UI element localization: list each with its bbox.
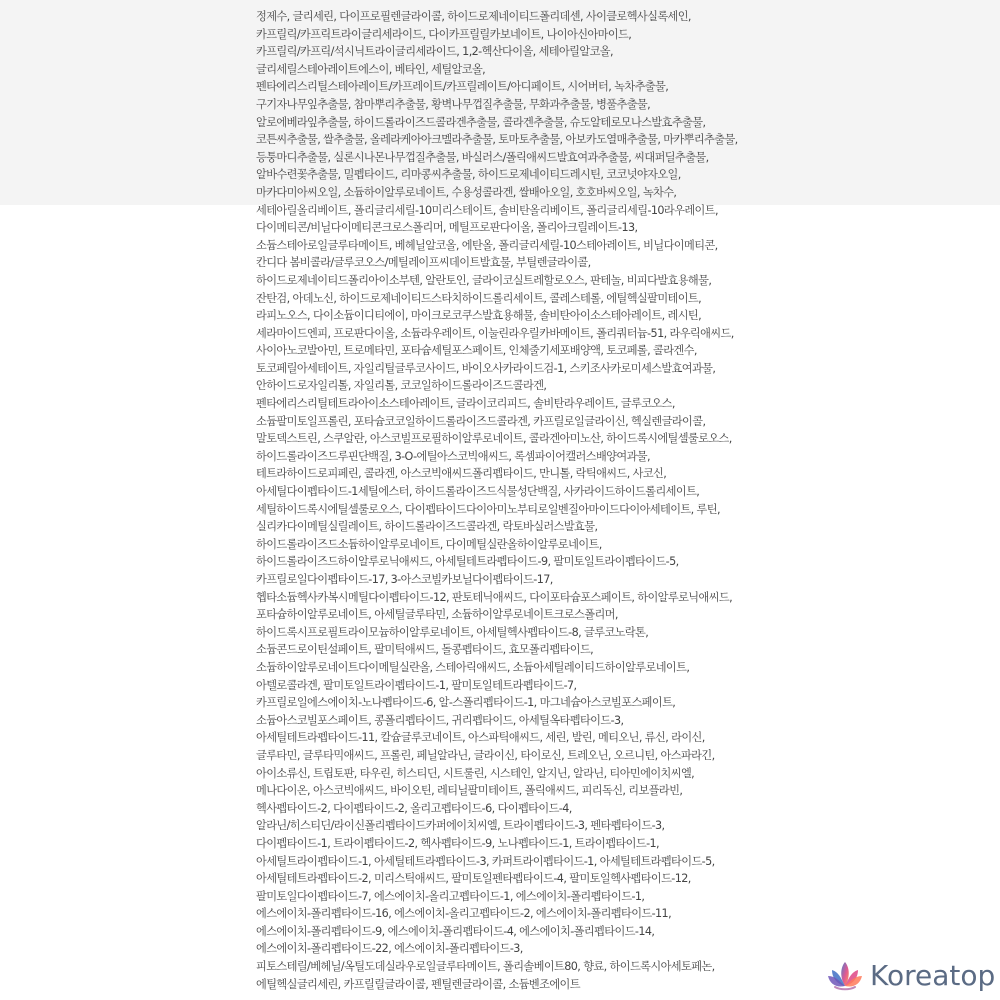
ingredient-line: 아세틸다이펩타이드-1세틸에스터, 하이드롤라이즈드식물성단백질, 사카라이드하이드롤리세이트, [256,485,700,499]
ingredient-line: 피토스테릴/베헤닐/옥틸도데실라우로일글루타메이트, 폴리솔베이트80, 향료, 하이드록시아세토페논, [256,960,715,974]
ingredient-line: 카프릴로일다이펩타이드-17, 3-아스코빌카보닐다이펩타이드-17, [256,573,553,586]
ingredient-line: 칸디다 봄비콜라/글루코오스/메틸레이프씨데이트발효물, 부틸렌글라이콜, [256,256,591,270]
ingredient-line: 다이펩타이드-1, 트라이펩타이드-2, 헥사펩타이드-9, 노나펩타이드-1, 트라이펩타이드-1, [256,836,660,850]
ingredient-line: 카프릴릭/카프릭/석시닉트라이글리세라이드, 1,2-헥산다이올, 세테아릴알코올, [256,45,613,59]
ingredient-line: 에스에이치-폴리펩타이드-9, 에스에이치-폴리펩타이드-4, 에스에이치-폴리펩타이드-14, [256,924,655,938]
ingredient-line: 알라닌/히스티딘/라이신폴리펩타이드카퍼에이치씨엘, 트라이펩타이드-3, 펜타펩타이드-3, [256,819,665,833]
ingredient-line: 아텔로콜라겐, 팔미토일트라이펩타이드-1, 팔미토일테트라펩타이드-7, [256,678,577,692]
ingredient-line: 알로에베라잎추출물, 하이드롤라이즈드콜라겐추출물, 콜라겐추출물, 슈도알테로모나스발효추출물, [256,115,706,129]
ingredient-line: 헥사펩타이드-2, 다이펩타이드-2, 올리고펩타이드-6, 다이펩타이드-4, [256,801,572,815]
ingredient-line: 라피노오스, 다이소듐이디티에이, 마이크로코쿠스발효용해물, 솔비탄아이소스테아레이트, 레시틴, [256,309,702,323]
ingredient-line: 세라마이드엔피, 프로판다이올, 소듐라우레이트, 이눌린라우릴카바메이트, 폴리쿼터늄-51, 라우릭애씨드, [256,326,734,340]
ingredient-line: 다이메티콘/비닐다이메티콘크로스폴리머, 메틸프로판다이올, 폴리아크릴레이트-13, [256,221,638,235]
ingredient-line: 펜타에리스리틸스테아레이트/카프레이트/카프릴레이트/아디페이트, 시어버터, 녹차추출물, [256,80,669,94]
ingredient-line: 세틸하이드록시에틸셀룰로오스, 다이펩타이드다이아미노부티로일벤질아마이드다이아세테이트, 루틴, [256,502,720,516]
ingredient-line: 등퉁마디추출물, 실론시나몬나무껍질추출물, 바실러스/폴릭애씨드발효여과추출물, 씨대퍼딜추출물, [256,150,709,164]
ingredient-line: 소듐아스코빌포스페이트, 콩폴리펩타이드, 귀리펩타이드, 아세틸옥타펩타이드-3, [256,713,624,727]
ingredient-line: 안하이드로자일리톨, 자일리톨, 코코일하이드롤라이즈드콜라겐, [256,379,547,393]
ingredient-line: 알바수련꽃추출물, 밀펩타이드, 리마콩씨추출물, 하이드로제네이티드레시틴, 코코넛야자오일, [256,168,681,182]
ingredient-line: 글루타민, 글루타믹애씨드, 프롤린, 페닐알라닌, 글라이신, 타이로신, 트레오닌, 오르니틴, 아스파라긴, [256,748,715,762]
ingredient-line: 에틸헥실글리세린, 카프릴릴글라이콜, 펜틸렌글라이콜, 소듐벤조에이트 [256,977,580,991]
ingredient-line: 마카다미아씨오일, 소듐하이알루로네이트, 수용성콜라겐, 쌀배아오일, 호호바씨오일, 녹차수, [256,185,677,199]
brand-watermark [826,958,995,994]
ingredient-line: 사이아노코발아민, 트로메타민, 포타슘세틸포스페이트, 인체줄기세포배양액, 토코페롤, 콜라겐수, [256,344,697,358]
ingredient-line: 헵타소듐헥사카복시메틸다이펩타이드-12, 판토테닉애씨드, 다이포타슘포스페이트, 하이알루로닉애씨드, [256,590,733,604]
ingredient-line: 잔탄검, 아데노신, 하이드로제네이티드스타치하이드롤리세이트, 콜레스테롤, 에틸헥실팔미테이트, [256,291,702,305]
ingredient-line: 소듐스테아로일글루타메이트, 베헤닐알코올, 에탄올, 폴리글리세릴-10스테아레이트, 비닐다이메티콘, [256,238,718,252]
ingredient-line: 아이소류신, 트립토판, 타우린, 히스티딘, 시트룰린, 시스테인, 알지닌, 알라닌, 티아민에이치씨엘, [256,766,695,780]
ingredient-line: 소듐콘드로이틴설페이트, 팔미틱애씨드, 돌콩펩타이드, 효모폴리펩타이드, [256,643,594,657]
ingredient-line: 글리세릴스테아레이트에스이, 베타인, 세틸알코올, [256,62,486,76]
ingredient-line: 테트라하이드로피페린, 콜라겐, 아스코빅애씨드폴리펩타이드, 만니톨, 락틱애씨드, 사코신, [256,467,667,481]
ingredient-line: 하이드롤라이즈드하이알루로닉애씨드, 아세틸테트라펩타이드-9, 팔미토일트라이펩타이드-5, [256,555,679,569]
ingredient-line: 코튼씨추출물, 쌀추출물, 올레라케아아크멜라추출물, 토마토추출물, 아보카도열매추출물, 마카뿌리추출물, [256,133,738,147]
ingredient-line: 하이드로제네이티드폴리아이소부텐, 알란토인, 글라이코실트레할로오스, 판테놀, 비피다발효용해물, [256,273,712,287]
ingredient-line: 실리카다이메틸실릴레이트, 하이드롤라이즈드콜라겐, 락토바실러스발효물, [256,520,598,534]
brand-name: Koreatop [870,959,996,992]
ingredient-line: 정제수, 글리세린, 다이프로필렌글라이콜, 하이드로제네이티드폴리데센, 사이클로헥사실록세인, [256,10,691,23]
ingredient-line: 소듐팔미토일프롤린, 포타슘코코일하이드롤라이즈드콜라겐, 카프릴로일글라이신, 헥실렌글라이콜, [256,414,706,428]
ingredient-line: 세테아릴올리베이트, 폴리글리세릴-10미리스테이트, 솔비탄올리베이트, 폴리글리세릴-10라우레이트, [256,203,718,217]
ingredient-line: 카프릴릭/카프릭트라이글리세라이드, 다이카프릴릴카보네이트, 나이아신아마이드, [256,27,632,41]
ingredient-line: 에스에이치-폴리펩타이드-22, 에스에이치-폴리펩타이드-3, [256,942,523,956]
ingredient-line: 소듐하이알루로네이트다이메틸실란올, 스테아릭애씨드, 소듐아세틸레이티드하이알루로네이트, [256,660,690,674]
ingredient-line: 아세틸테트라펩타이드-2, 미리스틱애씨드, 팔미토일펜타펩타이드-4, 팔미토일헥사펩타이드-12, [256,872,691,886]
ingredient-line: 카프릴로일에스에이치-노나펩타이드-6, 알-스폴리펩타이드-1, 마그네슘아스코빌포스페이트, [256,696,676,710]
ingredient-line: 에스에이치-폴리펩타이드-16, 에스에이치-올리고펩타이드-2, 에스에이치-폴리펩타이드-11, [256,907,672,921]
ingredient-line: 토코페릴아세테이트, 자일리틸글루코사이드, 바이오사카라이드검-1, 스키조사카로미세스발효여과물, [256,361,716,375]
ingredient-line: 포타슘하이알루로네이트, 아세틸글루타민, 소듐하이알루로네이트크로스폴리머, [256,608,618,622]
ingredient-line: 말토덱스트린, 스쿠알란, 아스코빌프로필하이알루로네이트, 콜라겐아미노산, 하이드록시에틸셀룰로오스, [256,432,732,446]
ingredient-line: 아세틸테트라펩타이드-11, 칼슘글루코네이트, 아스파틱애씨드, 세린, 발린, 메티오닌, 류신, 라이신, [256,731,705,745]
ingredient-line: 구기자나무잎추출물, 참마뿌리추출물, 황벽나무껍질추출물, 무화과추출물, 병풀추출물, [256,97,651,111]
ingredient-line: 펜타에리스리틸테트라아이소스테아레이트, 글라이코리피드, 솔비탄라우레이트, 글루코오스, [256,397,675,411]
lotus-icon [826,960,864,992]
ingredient-list [256,8,786,993]
ingredient-line: 하이드롤라이즈드소듐하이알루로네이트, 다이메틸실란올하이알루로네이트, [256,537,602,551]
ingredient-line: 팔미토일다이펩타이드-7, 에스에이치-올리고펩타이드-1, 에스에이치-폴리펩타이드-1, [256,889,645,903]
ingredient-line: 하이드록시프로필트라이모늄하이알루로네이트, 아세틸헥사펩타이드-8, 글루코노락톤, [256,625,649,639]
ingredient-line: 메나다이온, 아스코빅애씨드, 바이오틴, 레티닐팔미테이트, 폴릭애씨드, 피리독신, 리보플라빈, [256,784,683,798]
ingredient-line: 아세틸트라이펩타이드-1, 아세틸테트라펩타이드-3, 카퍼트라이펩타이드-1, 아세틸테트라펩타이드-5, [256,854,715,868]
ingredient-line: 하이드롤라이즈드루핀단백질, 3-O-에틸아스코빅애씨드, 록셈파이어캘러스배양여과물, [256,449,650,463]
